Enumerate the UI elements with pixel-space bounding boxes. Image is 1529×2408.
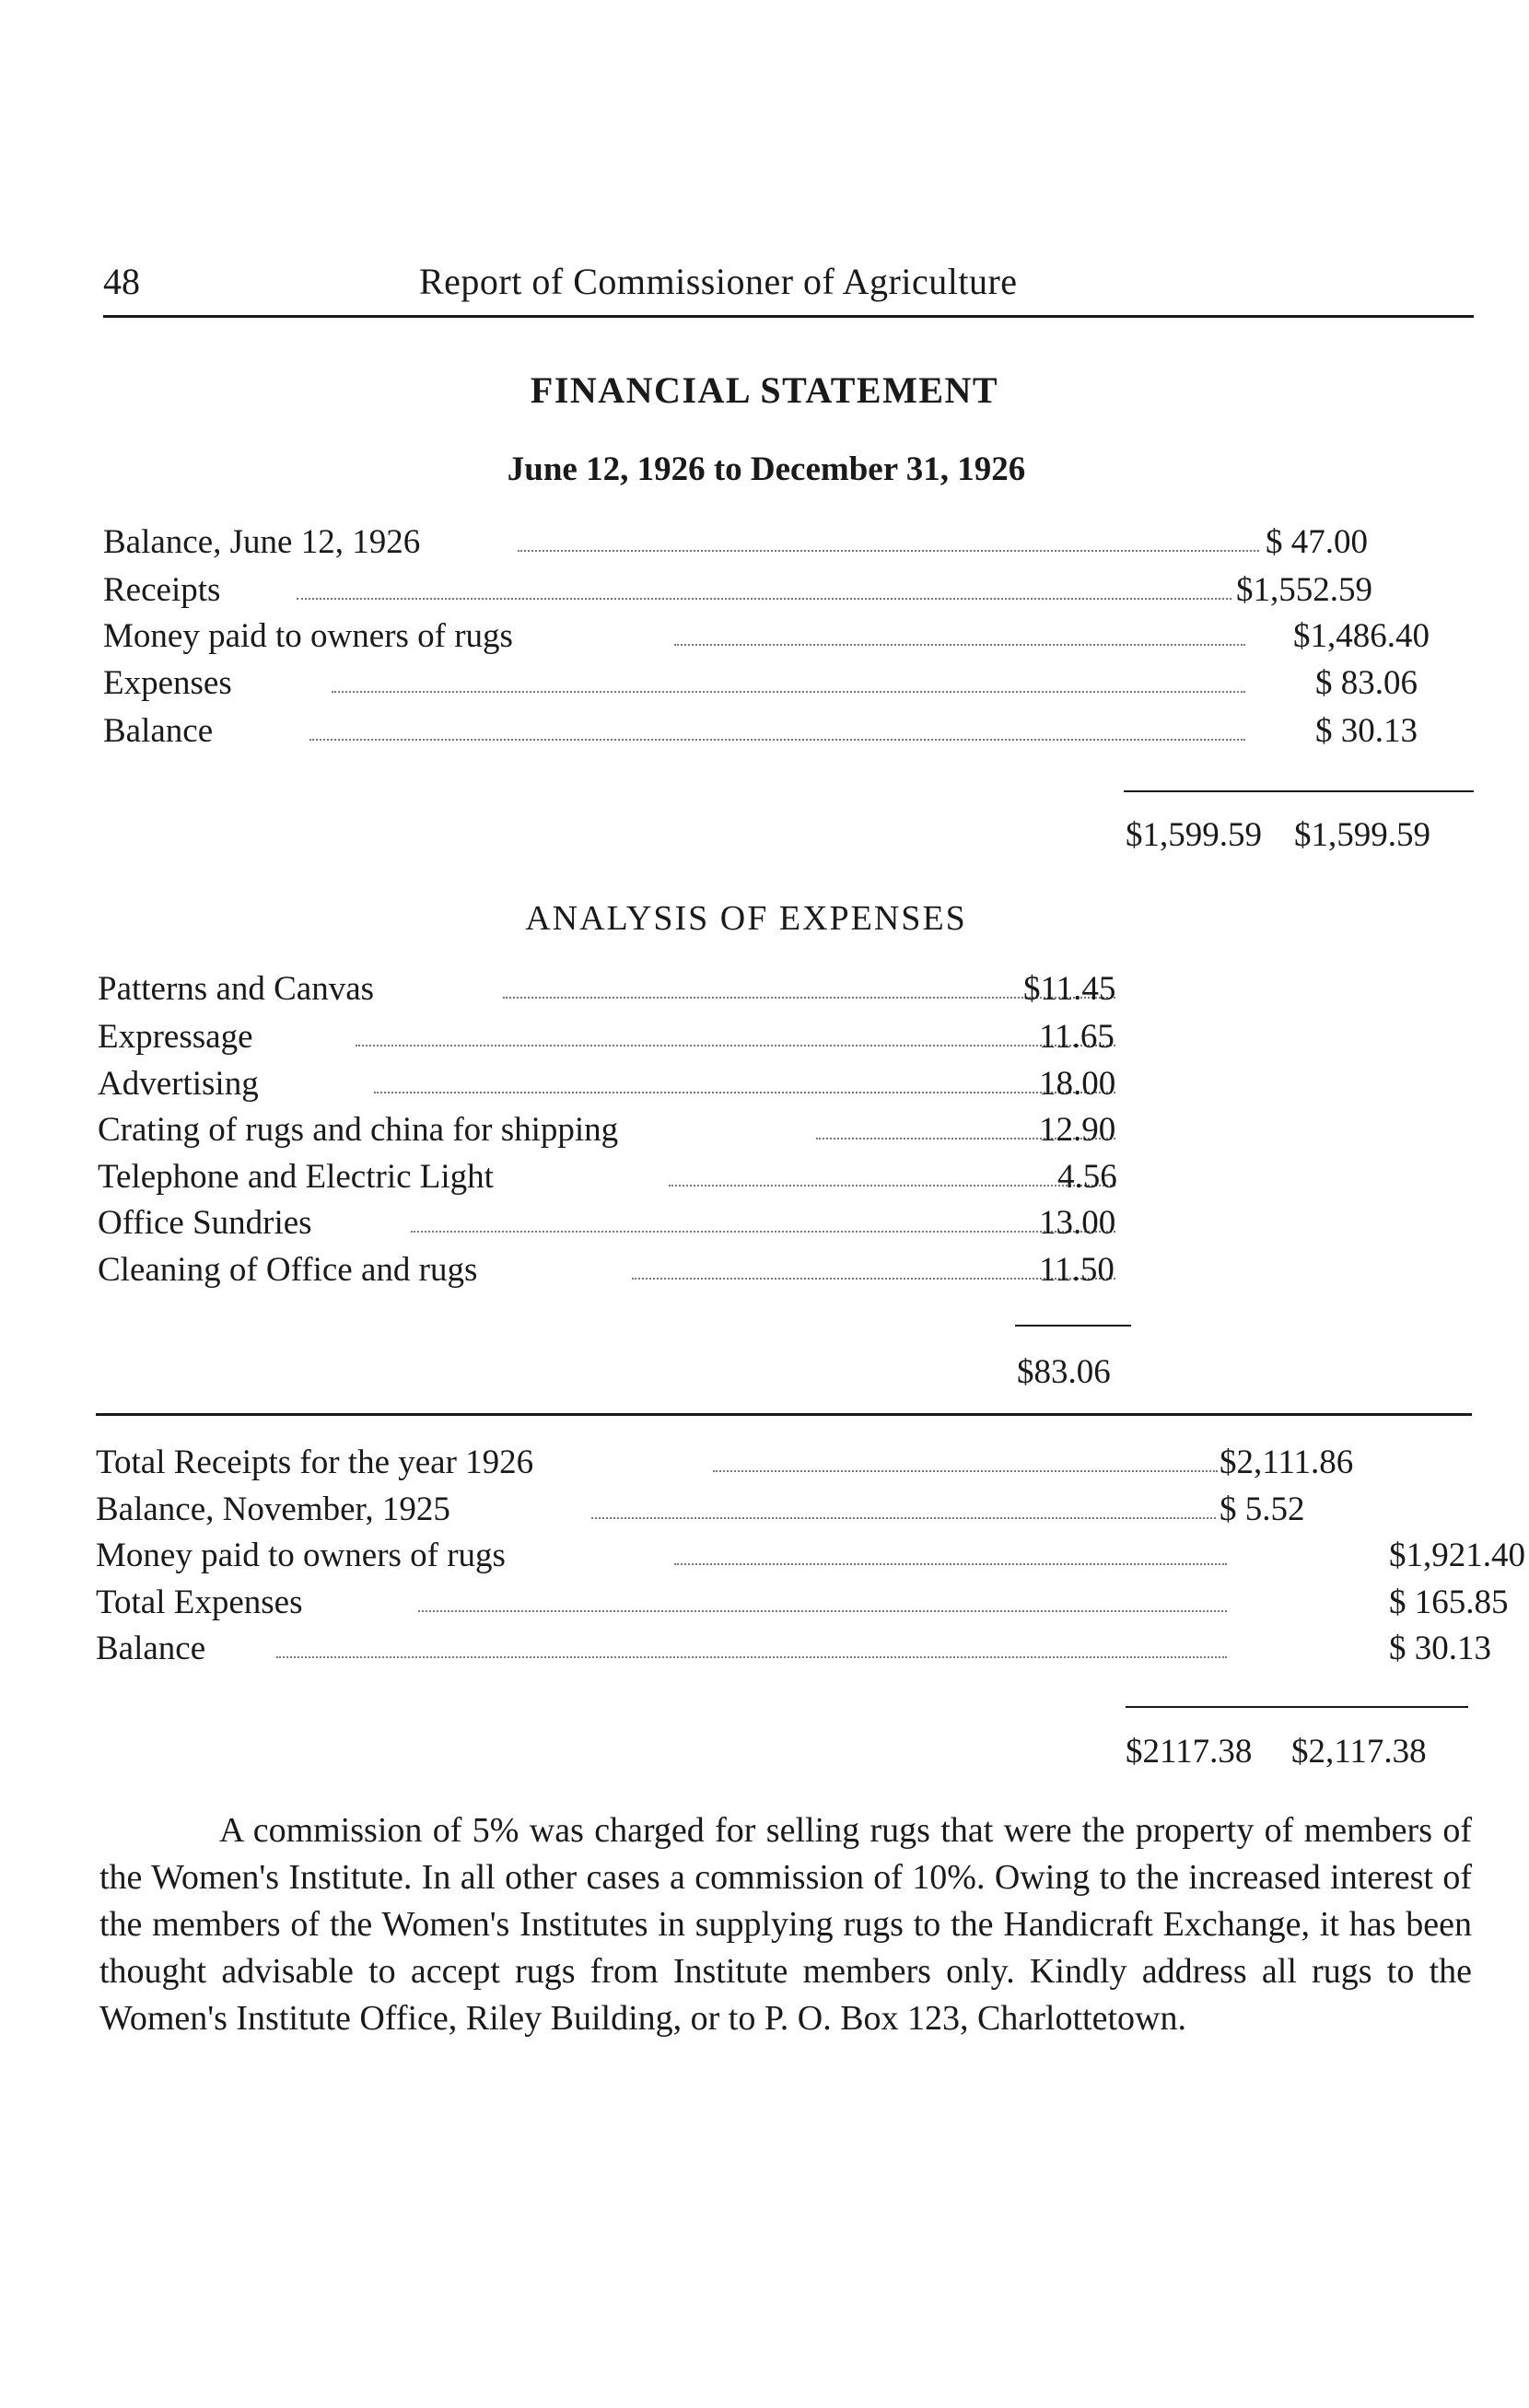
summary-row <box>96 1490 1468 1536</box>
row-credit: $ 30.13 <box>1315 712 1418 750</box>
row-debit: $1,552.59 <box>1236 571 1372 609</box>
statement-title: FINANCIAL STATEMENT <box>530 369 999 411</box>
expense-row <box>98 1157 1138 1203</box>
expense-label: Office Sundries <box>98 1203 318 1243</box>
running-title: Report of Commissioner of Agriculture <box>419 261 1018 302</box>
summary-row <box>96 1443 1468 1489</box>
analysis-total: $83.06 <box>1017 1353 1111 1391</box>
row-credit: $ 83.06 <box>1315 664 1418 702</box>
row-debit: $ 47.00 <box>1266 523 1368 561</box>
summary-credit: $ 30.13 <box>1389 1630 1491 1667</box>
total-debit: $1,599.59 <box>1126 816 1262 854</box>
dot-leader <box>297 598 1231 600</box>
dot-leader <box>332 691 1245 693</box>
expense-row <box>98 1017 1138 1063</box>
section-rule <box>96 1413 1472 1416</box>
expense-amount: 18.00 <box>1039 1065 1116 1103</box>
expense-row <box>98 1110 1138 1156</box>
statement-row <box>103 570 1466 616</box>
row-label: Balance <box>103 711 218 751</box>
expense-amount: 4.56 <box>1057 1158 1117 1196</box>
summary-label: Money paid to owners of rugs <box>96 1536 511 1575</box>
expense-amount: 11.50 <box>1039 1251 1115 1289</box>
subtotal-rule <box>1126 1706 1468 1708</box>
expense-row <box>98 1203 1138 1249</box>
expense-amount: 12.90 <box>1039 1111 1116 1149</box>
total-credit: $1,599.59 <box>1294 816 1430 854</box>
analysis-title: ANALYSIS OF EXPENSES <box>525 899 967 938</box>
expense-amount: $11.45 <box>1023 970 1116 1008</box>
expense-label: Advertising <box>98 1064 264 1104</box>
expense-label: Cleaning of Office and rugs <box>98 1250 483 1290</box>
expense-row <box>98 969 1138 1015</box>
subtotal-rule <box>1015 1325 1131 1327</box>
row-credit: $1,486.40 <box>1293 617 1430 655</box>
summary-row <box>96 1536 1525 1582</box>
subtotal-rule <box>1124 790 1474 792</box>
summary-row <box>96 1583 1509 1629</box>
summary-credit: $1,921.40 <box>1389 1537 1525 1574</box>
row-label: Money paid to owners of rugs <box>103 616 519 656</box>
commission-paragraph: A commission of 5% was charged for selling rugs that were the property of members of the Women's Institute. In all other cases a commission of 10%. Owing to the increased interest of the members of the Women's Institutes in supplying rugs to the Handicraft Exchange, it has been thought advisable to accept rugs from Institute members only. Kindly address all rugs to the Women's Institute Office, Riley Building, or to P. O. Box 123, Charlottetown. <box>99 1811 1472 2038</box>
expense-amount: 11.65 <box>1039 1018 1115 1056</box>
summary-total-credit: $2,117.38 <box>1291 1733 1427 1771</box>
statement-row <box>103 663 1466 709</box>
summary-label: Total Expenses <box>96 1583 309 1622</box>
summary-label: Total Receipts for the year 1926 <box>96 1443 539 1482</box>
header-rule <box>103 315 1474 318</box>
dot-leader <box>591 1517 1216 1519</box>
dot-leader <box>374 1092 1115 1093</box>
dot-leader <box>674 644 1245 646</box>
summary-total-debit: $2117.38 <box>1126 1733 1253 1771</box>
running-header <box>103 260 1474 306</box>
expense-row <box>98 1064 1138 1110</box>
statement-row <box>103 616 1466 662</box>
summary-credit: $ 165.85 <box>1389 1584 1509 1621</box>
dot-leader <box>356 1045 1115 1046</box>
expense-label: Patterns and Canvas <box>98 969 379 1009</box>
summary-label: Balance <box>96 1629 211 1668</box>
summary-row <box>96 1629 1491 1675</box>
summary-debit: $2,111.86 <box>1220 1444 1354 1481</box>
row-label: Balance, June 12, 1926 <box>103 522 426 562</box>
statement-row <box>103 711 1466 757</box>
dot-leader <box>418 1610 1227 1612</box>
summary-label: Balance, November, 1925 <box>96 1490 456 1529</box>
summary-debit: $ 5.52 <box>1220 1490 1305 1528</box>
commission-note <box>99 1807 1472 2042</box>
page-number: 48 <box>103 261 140 302</box>
statement-period: June 12, 1926 to December 31, 1926 <box>507 450 1026 488</box>
dot-leader <box>669 1185 1115 1186</box>
statement-row <box>103 522 1466 568</box>
row-label: Expenses <box>103 663 238 703</box>
expense-row <box>98 1250 1138 1296</box>
dot-leader <box>674 1563 1227 1565</box>
expense-label: Crating of rugs and china for shipping <box>98 1110 624 1150</box>
expense-amount: 13.00 <box>1039 1204 1116 1242</box>
dot-leader <box>309 739 1245 741</box>
dot-leader <box>518 550 1259 552</box>
dot-leader <box>276 1656 1227 1658</box>
dot-leader <box>411 1231 1115 1233</box>
expense-label: Telephone and Electric Light <box>98 1157 499 1197</box>
row-label: Receipts <box>103 570 226 610</box>
dot-leader <box>713 1470 1218 1472</box>
expense-label: Expressage <box>98 1017 259 1057</box>
